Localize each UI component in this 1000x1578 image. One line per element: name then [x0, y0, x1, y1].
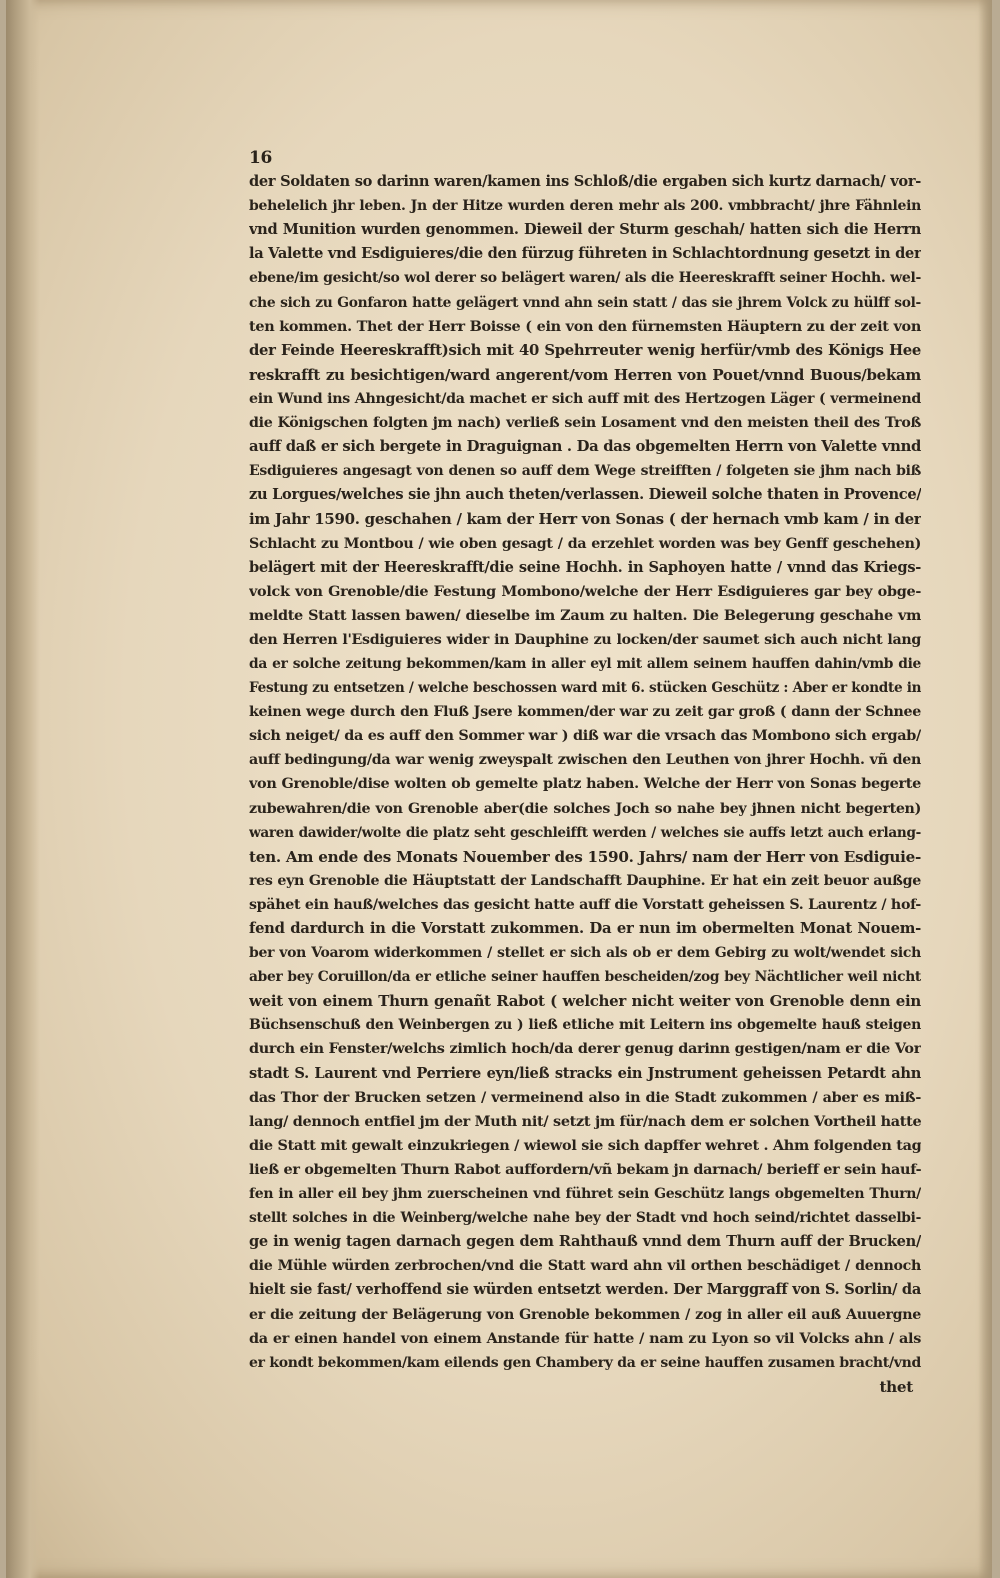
text-line: keinen wege durch den Fluß Jsere kommen/der war zu zeit gar groß ( dann der Schnee: [249, 704, 921, 721]
page-edge-shadow: [978, 0, 992, 1578]
text-line: durch ein Fenster/welchs zimlich hoch/da derer genug darinn gestigen/nam er die Vor: [249, 1040, 921, 1058]
text-line: das Thor der Brucken setzen / vermeinend also in die Stadt zukommen / aber es miß-: [249, 1088, 921, 1106]
text-line: zu Lorgues/welches sie jhn auch theten/verlassen. Dieweil solche thaten in Provence/: [249, 486, 921, 504]
text-line: sich neiget/ da es auff den Sommer war ) diß war die vrsach das Mombono sich ergab/: [249, 727, 921, 745]
text-line: die Königschen folgten jm nach) verließ sein Losament vnd den meisten theil des Troß: [249, 415, 921, 432]
text-line: ten kommen. Thet der Herr Boisse ( ein von den fürnemsten Häuptern zu der zeit von: [249, 317, 921, 335]
text-line: da er solche zeitung bekommen/kam in aller eyl mit allem seinem hauffen dahin/vmb die: [249, 655, 921, 672]
text-line: waren dawider/wolte die platz seht geschleifft werden / welches sie auffs letzt auch erlang-: [249, 824, 921, 841]
text-line: Schlacht zu Montbou / wie oben gesagt / da erzehlet worden was bey Genff geschehen): [249, 535, 921, 552]
text-line: er kondt bekommen/kam eilends gen Chambery da er seine hauffen zusamen bracht/vnd: [249, 1354, 921, 1371]
page-text-block: [249, 146, 921, 1399]
text-line: fen in aller eil bey jhm zuerscheinen vnd führet sein Geschütz langs obgemelten Thurn/: [249, 1186, 921, 1203]
catchword: thet: [879, 1377, 913, 1396]
text-line: den Herren l'Esdiguieres wider in Dauphine zu locken/der saumet sich auch nicht lang: [249, 631, 921, 648]
text-line: ber von Voarom widerkommen / stellet er sich als ob er dem Gebirg zu wolt/wendet sich: [249, 945, 921, 962]
text-line: die Statt mit gewalt einzukriegen / wiewol sie sich dapffer wehret . Ahm folgenden tag: [249, 1136, 921, 1154]
text-line: der Feinde Heereskrafft)sich mit 40 Spehrreuter wenig herfür/vmb des Königs Hee: [249, 341, 921, 359]
text-line: zubewahren/die von Grenoble aber(die solches Joch so nahe bey jhnen nicht begerten): [249, 800, 921, 817]
text-line: ein Wund ins Ahngesicht/da machet er sich auff mit des Hertzogen Läger ( vermeinend: [249, 390, 921, 407]
text-line: ebene/im gesicht/so wol derer so belägert waren/ als die Heereskrafft seiner Hochh. wel-: [249, 270, 921, 287]
text-line: ge in wenig tagen darnach gegen dem Rahthauß vnnd dem Thurn auff der Brucken/: [249, 1233, 921, 1251]
text-line: im Jahr 1590. geschahen / kam der Herr von Sonas ( der hernach vmb kam / in der: [249, 510, 921, 529]
text-line: ten. Am ende des Monats Nouember des 1590. Jahrs/ nam der Herr von Esdiguie-: [249, 847, 921, 866]
book-page: [6, 0, 992, 1578]
text-line: behelelich jhr leben. Jn der Hitze wurden deren mehr als 200. vmbbracht/ jhre Fähnlein: [249, 198, 921, 215]
text-line: stellt solches in die Weinberg/welche nahe bey der Stadt vnd hoch seind/richtet dasselbi-: [249, 1210, 921, 1227]
text-line: spähet ein hauß/welches das gesicht hatte auff die Vorstatt geheissen S. Laurentz / hof-: [249, 896, 921, 913]
text-line: er die zeitung der Belägerung von Grenoble bekommen / zog in aller eil auß Auuergne: [249, 1306, 921, 1323]
text-line: Esdiguieres angesagt von denen so auff dem Wege streifften / folgeten sie jhm nach biß: [249, 463, 921, 480]
text-line: weit von einem Thurn genañt Rabot ( welcher nicht weiter von Grenoble denn ein: [249, 992, 921, 1011]
text-line: auff daß er sich bergete in Draguignan . Da das obgemelten Herrn von Valette vnnd: [249, 438, 921, 456]
text-line: reskrafft zu besichtigen/ward angerent/vom Herren von Pouet/vnnd Buous/bekam: [249, 365, 921, 384]
text-line: res eyn Grenoble die Häuptstatt der Landschafft Dauphine. Er hat ein zeit beuor außge: [249, 872, 921, 889]
text-line: la Valette vnd Esdiguieres/die den fürzug führeten in Schlachtordnung gesetzt in der: [249, 245, 921, 263]
text-lines: [249, 170, 921, 1375]
text-line: Festung zu entsetzen / welche beschossen ward mit 6. stücken Geschütz : Aber er kondte in: [249, 680, 921, 697]
text-line: meldte Statt lassen bawen/ dieselbe im Zaum zu halten. Die Belegerung geschahe vm: [249, 606, 921, 624]
text-line: fend dardurch in die Vorstatt zukommen. Da er nun im obermelten Monat Nouem-: [249, 920, 921, 937]
text-line: vnd Munition wurden genommen. Dieweil der Sturm geschah/ hatten sich die Herrn: [249, 221, 921, 239]
text-line: der Soldaten so darinn waren/kamen ins Schloß/die ergaben sich kurtz darnach/ vor-: [249, 173, 921, 191]
text-line: belägert mit der Heereskrafft/die seine Hochh. in Saphoyen hatte / vnnd das Kriegs-: [249, 558, 921, 576]
text-line: die Mühle würden zerbrochen/vnd die Statt ward ahn vil orthen beschädiget / dennoch: [249, 1258, 921, 1275]
page-gutter-shadow: [6, 0, 40, 1578]
text-line: Büchsenschuß den Weinbergen zu ) ließ etliche mit Leitern ins obgemelte hauß steigen: [249, 1017, 921, 1034]
text-line: lang/ dennoch entfiel jm der Muth nit/ setzt jm für/nach dem er solchen Vortheil hatte: [249, 1112, 921, 1130]
text-line: stadt S. Laurent vnd Perriere eyn/ließ stracks ein Jnstrument geheissen Petardt ahn: [249, 1064, 921, 1082]
text-line: da er einen handel von einem Anstande für hatte / nam zu Lyon so vil Volcks ahn / als: [249, 1329, 921, 1347]
text-line: che sich zu Gonfaron hatte gelägert vnnd ahn sein statt / das sie jhrem Volck zu hülff sol-: [249, 294, 921, 311]
text-line: hielt sie fast/ verhoffend sie würden entsetzt werden. Der Marggraff von S. Sorlin/ da: [249, 1281, 921, 1299]
text-line: volck von Grenoble/die Festung Mombono/welche der Herr Esdiguieres gar bey obge-: [249, 582, 921, 600]
text-line: auff bedingung/da war wenig zweyspalt zwischen den Leuthen von jhrer Hochh. vñ den: [249, 752, 921, 769]
text-line: aber bey Coruillon/da er etliche seiner hauffen bescheiden/zog bey Nächtlicher weil nicht: [249, 969, 921, 986]
page-number: 16: [249, 148, 273, 168]
text-line: von Grenoble/dise wolten ob gemelte platz haben. Welche der Herr von Sonas begerte: [249, 775, 921, 793]
text-line: ließ er obgemelten Thurn Rabot auffordern/vñ bekam jn darnach/ berieff er sein hauf-: [249, 1160, 921, 1178]
